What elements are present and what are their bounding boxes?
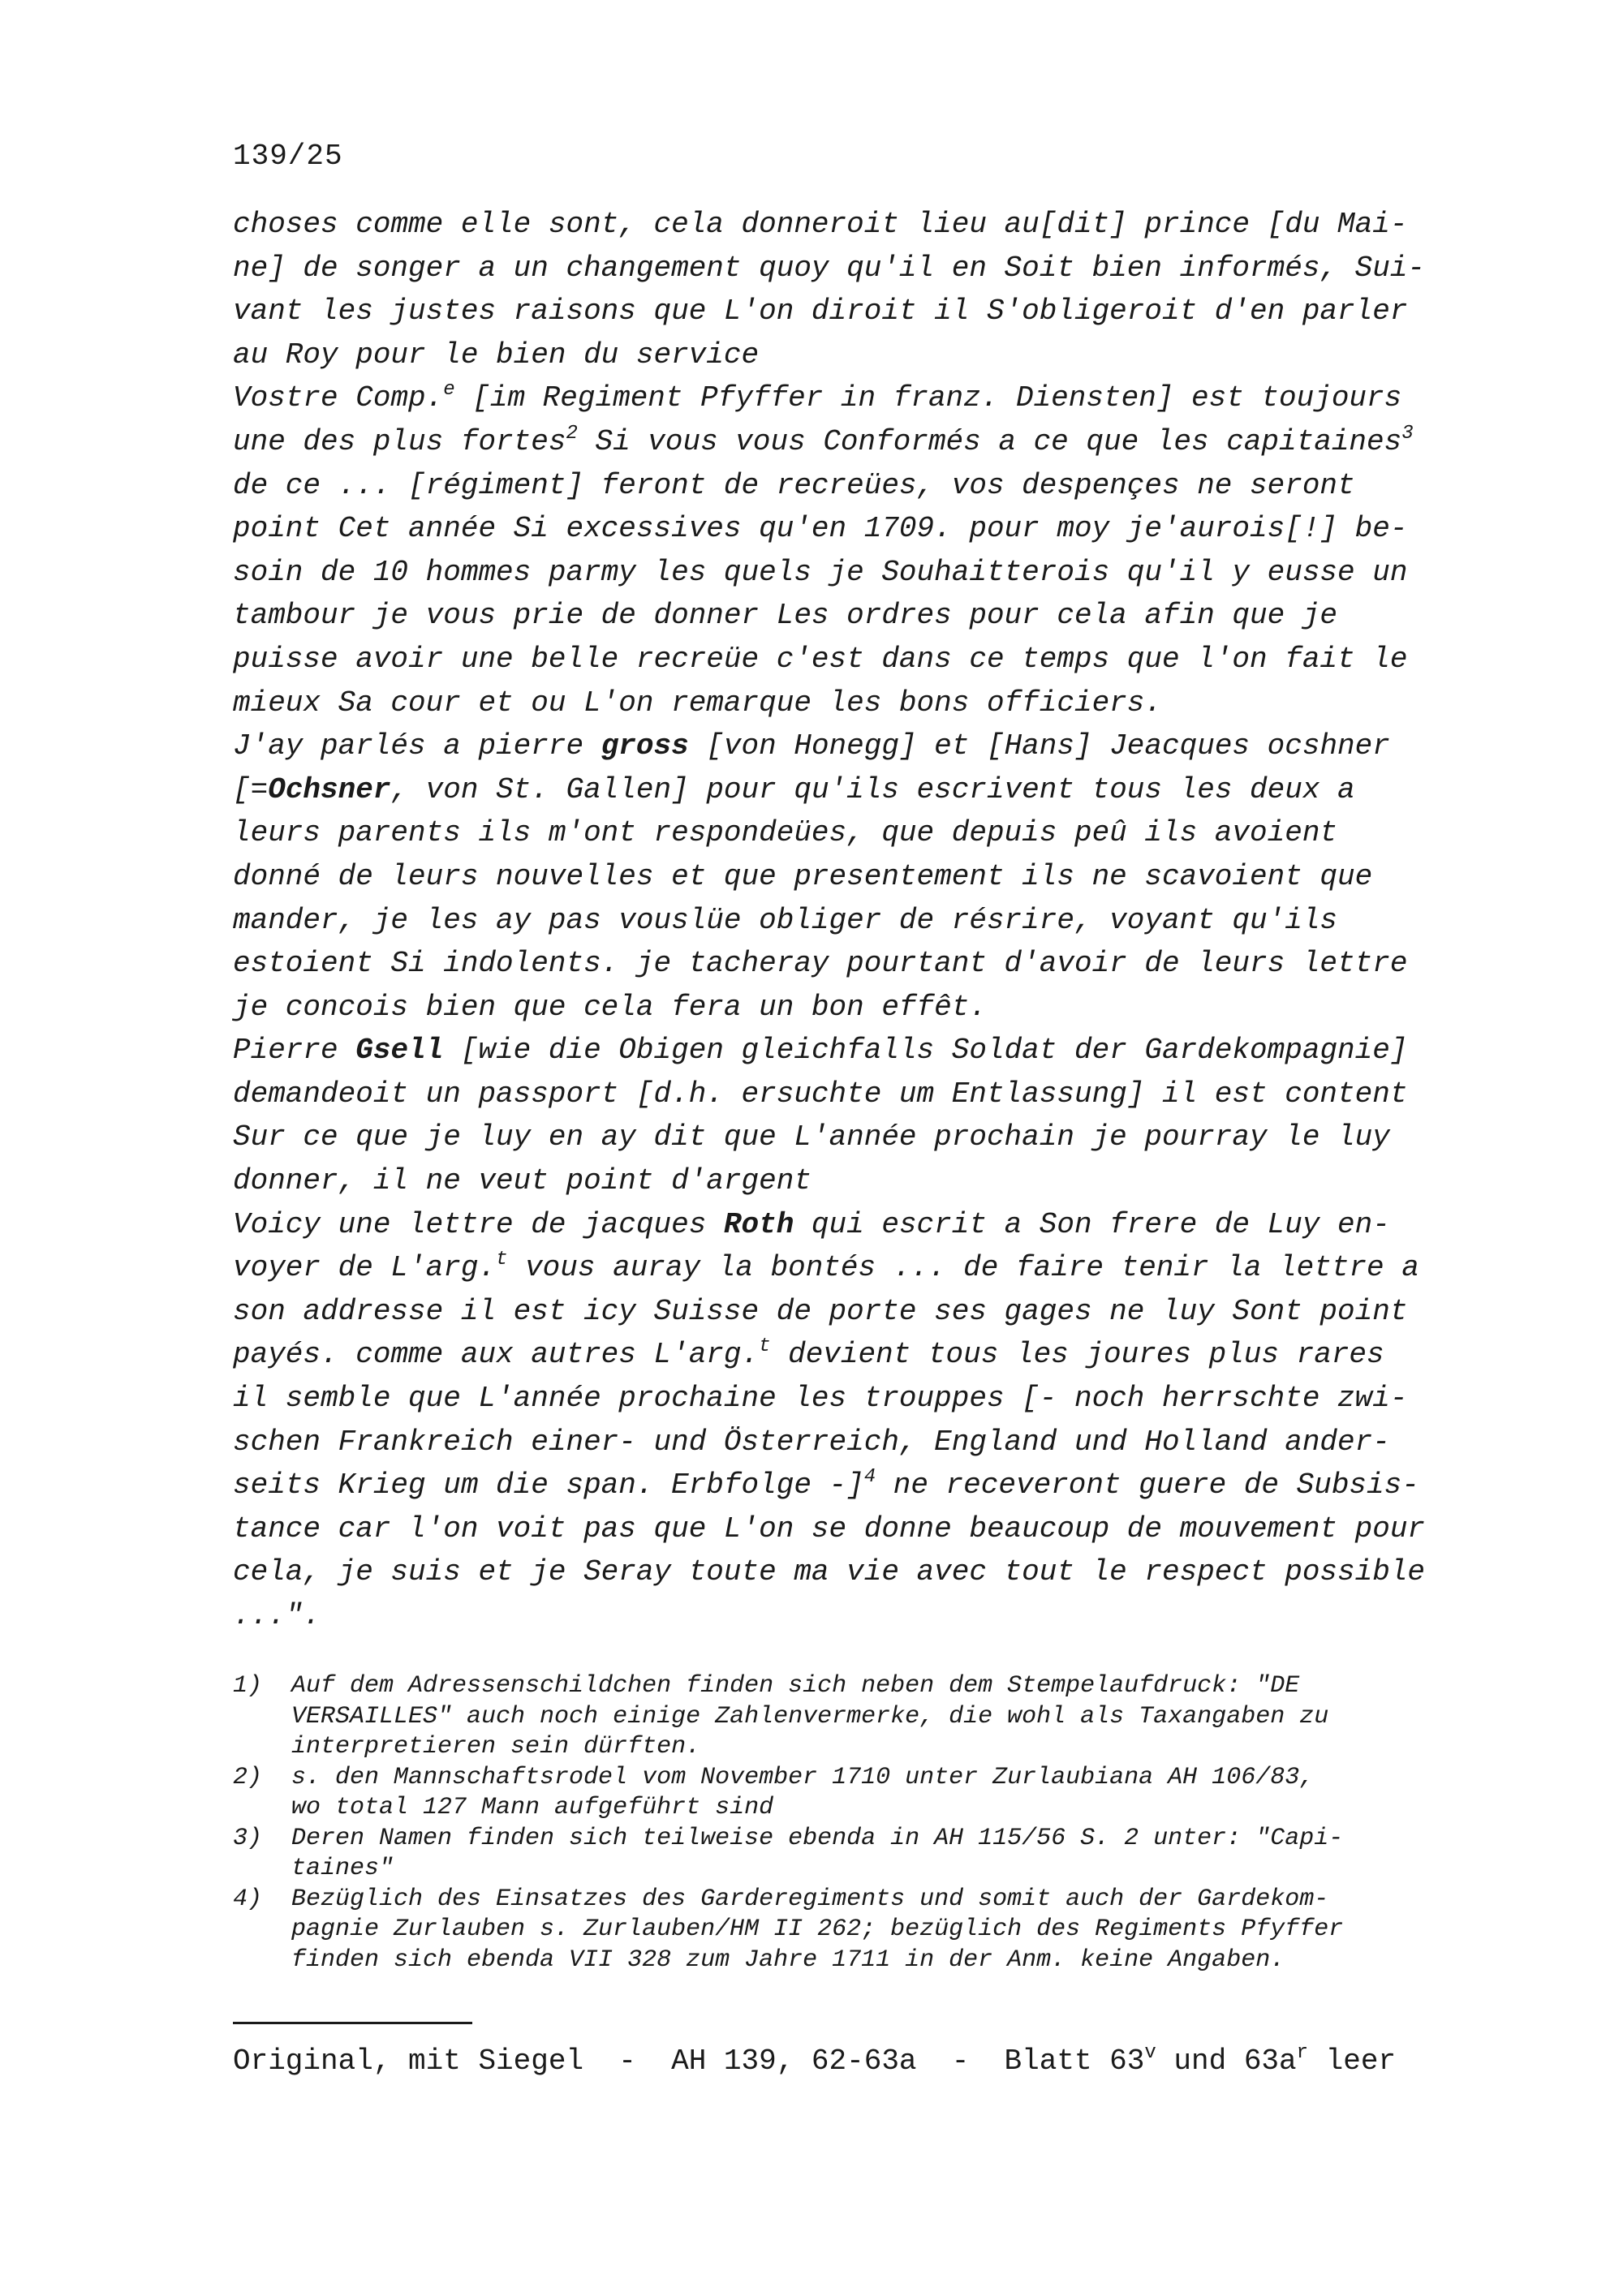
- text-fragment: voyer de L'arg.: [233, 1251, 497, 1285]
- superscript: t: [496, 1249, 508, 1271]
- text-fragment: seits Krieg um die span. Erbfolge -]: [233, 1468, 864, 1503]
- text-fragment: [von Honegg] et [Hans] Jeacques ocshner: [688, 729, 1390, 763]
- text-line: mieux Sa cour et ou L'on remarque les bons officiers.: [233, 686, 1162, 720]
- text-line: leurs parents ils m'ont respondeües, que depuis peû ils avoient: [233, 816, 1338, 850]
- text-line: [233, 768, 1474, 812]
- text-line: cela, je suis et je Seray toute ma vie avec tout le respect possible: [233, 1555, 1426, 1589]
- text-fragment: J'ay parlés a pierre: [233, 729, 601, 763]
- text-fragment: qui escrit a Son frere de Luy en-: [794, 1207, 1390, 1241]
- text-line: donner, il ne veut point d'argent: [233, 1164, 812, 1198]
- text-line: demandeoit un passport [d.h. ersuchte um Entlassung] il est content: [233, 1077, 1408, 1111]
- text-line: de ce ... [régiment] feront de recreües, vos despençes ne seront: [233, 468, 1355, 502]
- footnote-line: wo total 127 Mann aufgeführt sind: [291, 1794, 774, 1821]
- text-line: schen Frankreich einer- und Österreich, England und Holland ander-: [233, 1425, 1390, 1459]
- text-line: Sur ce que je luy en ay dit que L'année prochain je pourray le luy: [233, 1120, 1390, 1154]
- footnote-line: taines": [291, 1855, 394, 1882]
- text-line: [233, 1029, 1474, 1073]
- text-line: vant les justes raisons que L'on diroit il S'obligeroit d'en parler: [233, 295, 1408, 329]
- name-highlight: Gsell: [355, 1034, 444, 1068]
- footnote-number: 2): [233, 1763, 263, 1791]
- text-fragment: Si vous vous Conformés a ce que les capitaines: [577, 424, 1402, 458]
- footnote-number: 3): [233, 1824, 263, 1852]
- text-line: [233, 724, 1474, 768]
- text-line: tambour je vous prie de donner Les ordres pour cela afin que je: [233, 599, 1338, 633]
- text-line: soin de 10 hommes parmy les quels je Souhaitterois qu'il y eusse un: [233, 555, 1408, 589]
- text-fragment: Original, mit Siegel - AH 139, 62-63a - Blatt 63: [233, 2044, 1145, 2078]
- footnote-number: 1): [233, 1672, 263, 1700]
- text-fragment: Voicy une lettre de jacques: [233, 1207, 724, 1241]
- footnote-line: interpretieren sein dürften.: [291, 1733, 701, 1761]
- text-line: point Cet année Si excessives qu'en 1709. pour moy je'aurois[!] be-: [233, 512, 1408, 546]
- text-fragment: [im Regiment Pfyffer in franz. Diensten] est toujours: [454, 381, 1402, 415]
- text-line: ne] de songer a un changement quoy qu'il en Soit bien informés, Sui-: [233, 251, 1426, 285]
- text-fragment: devient tous les joures plus rares: [770, 1338, 1384, 1372]
- footnote-line: pagnie Zurlauben s. Zurlauben/HM II 262; bezüglich des Regiments Pfyffer: [291, 1915, 1344, 1943]
- name-highlight: Ochsner: [268, 772, 391, 806]
- text-fragment: [wie die Obigen gleichfalls Soldat der Gardekompagnie]: [443, 1034, 1408, 1068]
- divider-rule: [233, 2022, 472, 2024]
- text-line: [233, 1203, 1474, 1247]
- text-line: tance car l'on voit pas que L'on se donne beaucoup de mouvement pour: [233, 1511, 1426, 1546]
- footnote: [233, 1824, 1483, 1885]
- text-line: [233, 1246, 1474, 1290]
- footnotes: [233, 1671, 1483, 1976]
- footnote: [233, 1763, 1483, 1824]
- superscript: e: [443, 379, 455, 402]
- text-fragment: payés. comme aux autres L'arg.: [233, 1338, 760, 1372]
- superscript: r: [1296, 2042, 1309, 2064]
- text-fragment: ne receveront guere de Subsis-: [876, 1468, 1419, 1503]
- source-note: [233, 2044, 1396, 2078]
- text-line: je concois bien que cela fera un bon effêt.: [233, 990, 987, 1024]
- footnote-line: Auf dem Adressenschildchen finden sich neben dem Stempelaufdruck: "DE: [291, 1672, 1300, 1700]
- text-line: ...".: [233, 1599, 321, 1632]
- text-line: [233, 1333, 1474, 1377]
- footnote-ref: 4: [863, 1466, 876, 1489]
- text-line: son addresse il est icy Suisse de porte ses gages ne luy Sont point: [233, 1294, 1408, 1328]
- text-line: mander, je les ay pas vouslüe obliger de résrire, voyant qu'ils: [233, 903, 1338, 937]
- text-line: [233, 420, 1474, 464]
- footnote-line: s. den Mannschaftsrodel vom November 1710 unter Zurlaubiana AH 106/83,: [291, 1763, 1315, 1791]
- footnote-line: Deren Namen finden sich teilweise ebenda in AH 115/56 S. 2 unter: "Capi-: [291, 1824, 1344, 1852]
- name-highlight: Roth: [723, 1207, 794, 1241]
- text-fragment: vous auray la bontés ... de faire tenir la lettre a: [507, 1251, 1419, 1285]
- text-line: [233, 1464, 1474, 1507]
- text-line: puisse avoir une belle recreüe c'est dans ce temps que l'on fait le: [233, 642, 1408, 676]
- text-fragment: [=: [233, 772, 269, 806]
- text-fragment: , von St. Gallen] pour qu'ils escrivent tous les deux a: [390, 772, 1355, 806]
- superscript: t: [759, 1335, 771, 1358]
- letter-transcription: [233, 203, 1474, 1638]
- text-line: [233, 376, 1474, 420]
- text-line: choses comme elle sont, cela donneroit lieu au[dit] prince [du Mai-: [233, 208, 1408, 241]
- text-fragment: Pierre: [233, 1034, 356, 1068]
- page-number: 139/25: [233, 140, 343, 173]
- text-fragment: leer: [1308, 2044, 1397, 2078]
- footnote: [233, 1671, 1483, 1763]
- text-line: estoient Si indolents. je tacheray pourtant d'avoir de leurs lettre: [233, 947, 1408, 981]
- superscript: v: [1144, 2042, 1156, 2064]
- footnote-ref: 3: [1401, 422, 1414, 445]
- text-line: au Roy pour le bien du service: [233, 338, 760, 372]
- footnote-line: finden sich ebenda VII 328 zum Jahre 1711 in der Anm. keine Angaben.: [291, 1946, 1285, 1974]
- footnote: [233, 1885, 1483, 1976]
- footnote-line: VERSAILLES" auch noch einige Zahlenvermerke, die wohl als Taxangaben zu: [291, 1702, 1329, 1731]
- text-line: donné de leurs nouvelles et que presentement ils ne scavoient que: [233, 859, 1373, 893]
- text-fragment: une des plus fortes: [233, 424, 566, 458]
- text-fragment: und 63a: [1156, 2044, 1297, 2078]
- footnote-line: Bezüglich des Einsatzes des Garderegiments und somit auch der Gardekom-: [291, 1885, 1329, 1913]
- footnote-number: 4): [233, 1885, 263, 1913]
- text-fragment: Vostre Comp.: [233, 381, 444, 415]
- text-line: il semble que L'année prochaine les trouppes [- noch herrschte zwi-: [233, 1382, 1408, 1416]
- name-highlight: gross: [601, 729, 689, 763]
- footnote-ref: 2: [566, 422, 578, 445]
